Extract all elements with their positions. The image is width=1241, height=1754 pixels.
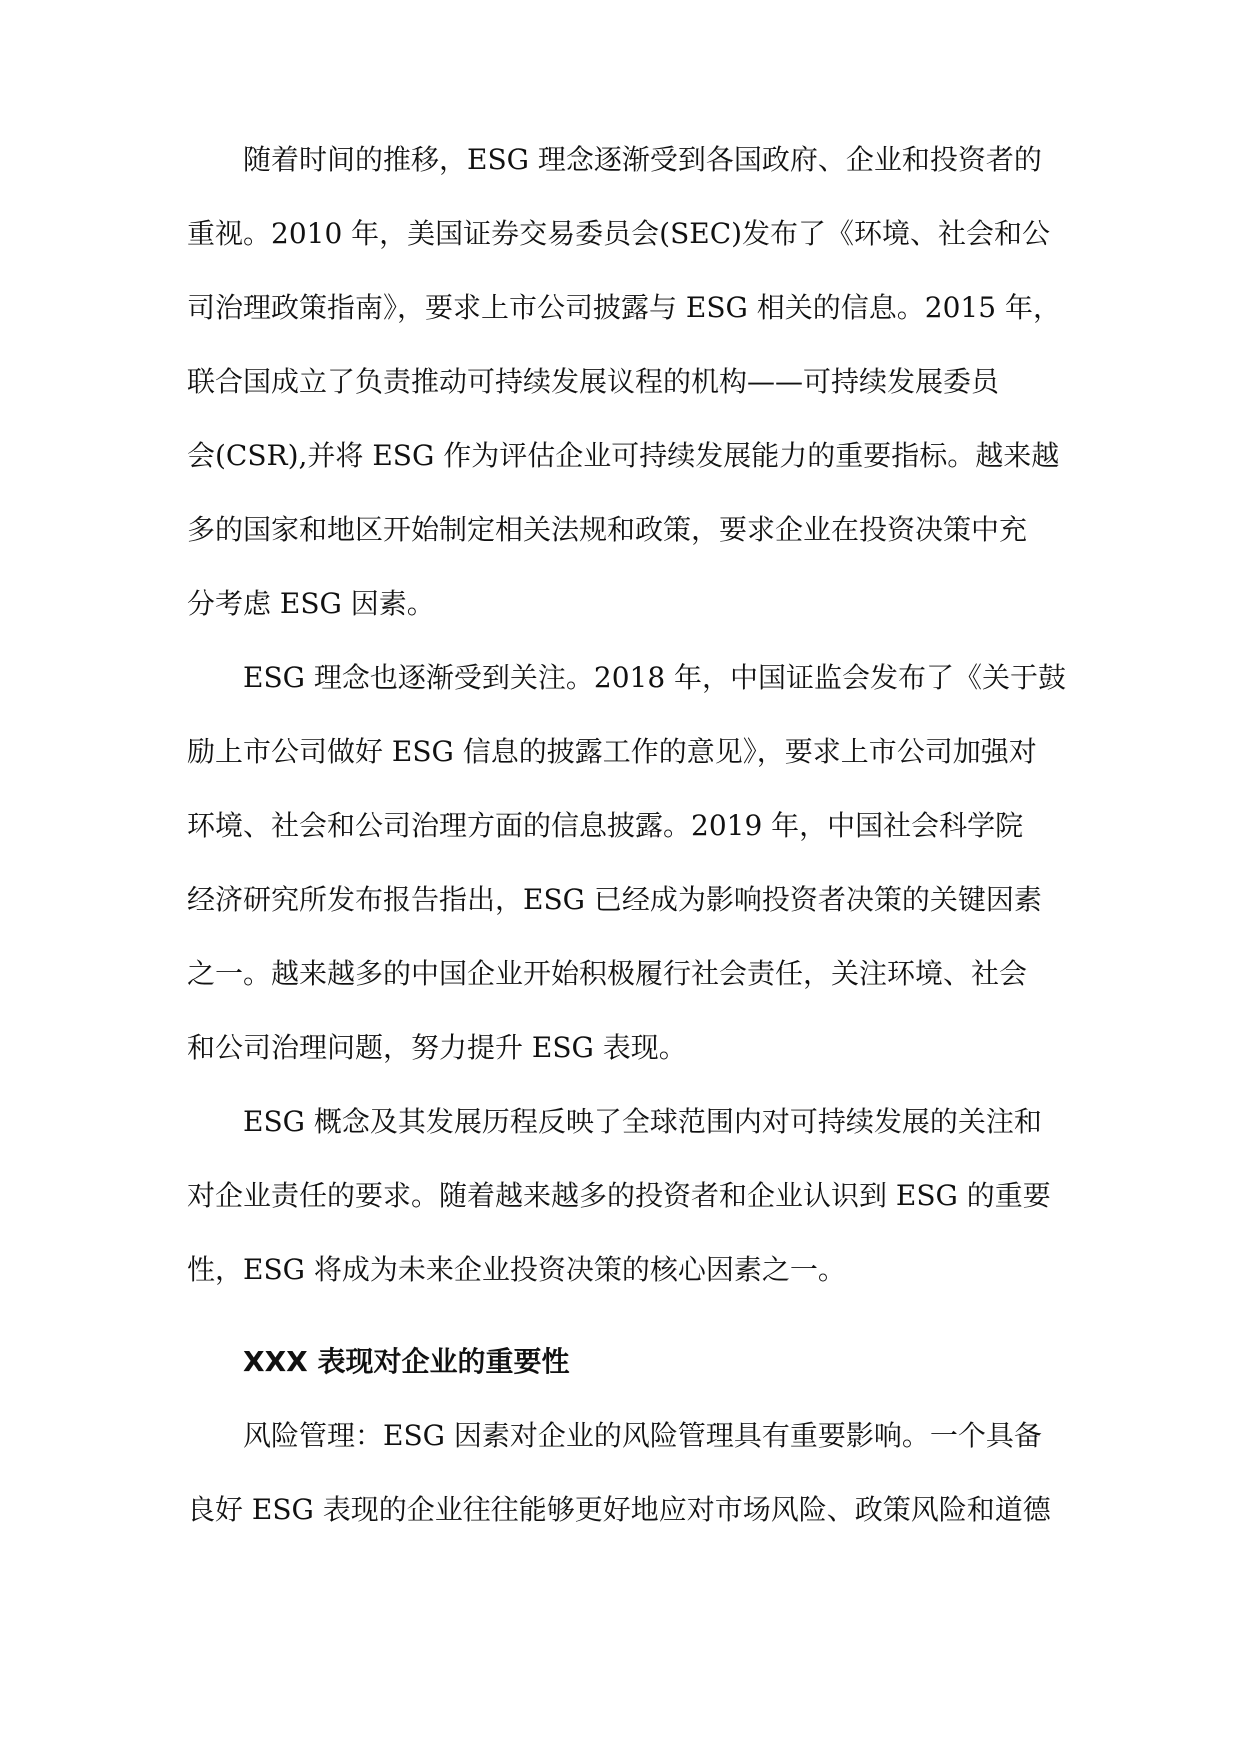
text-line: 重视。2010 年，美国证券交易委员会(SEC)发布了《环境、社会和公 [187, 217, 1051, 250]
text-line: 经济研究所发布报告指出，ESG 已经成为影响投资者决策的关键因素 [187, 883, 1042, 916]
text-line: 司治理政策指南》，要求上市公司披露与 ESG 相关的信息。2015 年， [187, 291, 1061, 324]
text-line: 对企业责任的要求。随着越来越多的投资者和企业认识到 ESG 的重要 [187, 1179, 1051, 1212]
paragraph-risk-management [187, 1417, 1057, 1529]
text-line: 性，ESG 将成为未来企业投资决策的核心因素之一。 [187, 1253, 846, 1286]
text-line: 之一。越来越多的中国企业开始积极履行社会责任，关注环境、社会 [187, 957, 1028, 990]
text-line: 良好 ESG 表现的企业往往能够更好地应对市场风险、政策风险和道德 [187, 1493, 1051, 1526]
text-line: 风险管理：ESG 因素对企业的风险管理具有重要影响。一个具备 [243, 1419, 1042, 1452]
text-line: 励上市公司做好 ESG 信息的披露工作的意见》，要求上市公司加强对 [187, 735, 1037, 768]
text-line: 会(CSR),并将 ESG 作为评估企业可持续发展能力的重要指标。越来越 [187, 439, 1060, 472]
section-heading: XXX 表现对企业的重要性 [243, 1345, 570, 1378]
document-body [187, 141, 1067, 1565]
paragraph-esg-china [187, 659, 1067, 1067]
text-line: ESG 概念及其发展历程反映了全球范围内对可持续发展的关注和 [243, 1105, 1042, 1138]
text-line: 和公司治理问题，努力提升 ESG 表现。 [187, 1031, 687, 1064]
section-spacer [187, 1325, 1057, 1343]
paragraph-esg-summary [187, 1103, 1057, 1289]
text-line: 联合国成立了负责推动可持续发展议程的机构——可持续发展委员 [187, 365, 1000, 398]
text-line: 多的国家和地区开始制定相关法规和政策，要求企业在投资决策中充 [187, 513, 1028, 546]
text-line: 环境、社会和公司治理方面的信息披露。2019 年，中国社会科学院 [187, 809, 1024, 842]
text-line: 分考虑 ESG 因素。 [187, 587, 435, 620]
text-line: 随着时间的推移，ESG 理念逐渐受到各国政府、企业和投资者的 [243, 143, 1042, 176]
text-line: ESG 理念也逐渐受到关注。2018 年，中国证监会发布了《关于鼓 [243, 661, 1067, 694]
paragraph-esg-global-history [187, 141, 1061, 623]
